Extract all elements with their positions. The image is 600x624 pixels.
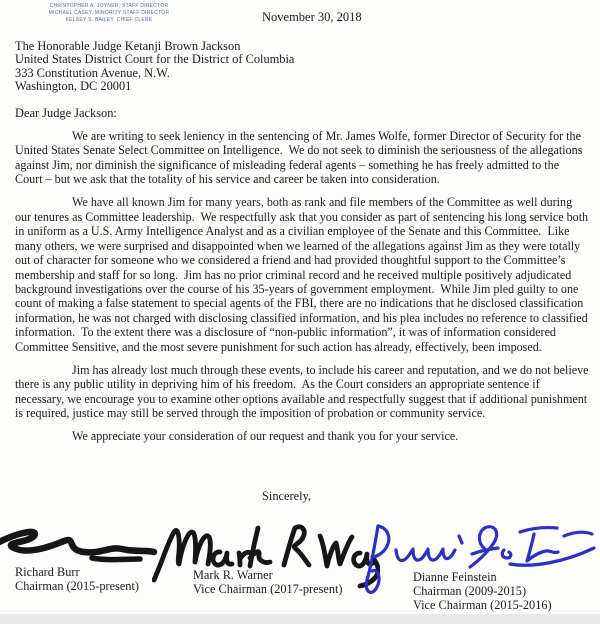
signatory-title: Chairman (2015-present) bbox=[15, 578, 139, 593]
letter-body bbox=[15, 129, 592, 452]
recipient-address-line: 333 Constitution Avenue, N.W. bbox=[15, 65, 170, 80]
recipient-address-line: United States District Court for the District of Columbia bbox=[15, 52, 295, 67]
letterhead-staff-line: MICHAEL CASEY, MINORITY STAFF DIRECTOR bbox=[48, 10, 170, 17]
body-paragraph-3: Jim has already lost much through these events, to include his career and reputation, and we do not believe there is any public utility in depriving him of his freedom. As the Court considers an appropriate sentence if necessary, we encourage you to examine other options available and respectfully suggest that if additional punishment is required, justice may still be served through the imposition of probation or community service. bbox=[15, 362, 592, 421]
recipient-address-line: The Honorable Judge Ketanji Brown Jackson bbox=[15, 39, 241, 53]
body-paragraph-1: We are writing to seek leniency in the sentencing of Mr. James Wolfe, former Director of Security for the United States Senate Select Committee on Intelligence. We do not seek to diminish the seriousness of the allegations against Jim, nor diminish the significance of misleading federal agents – something he has freely admitted to the Court – but we ask that the totality of his service and career be taken into consideration. bbox=[15, 129, 586, 187]
salutation: Dear Judge Jackson: bbox=[15, 106, 117, 120]
recipient-address bbox=[15, 40, 294, 93]
letterhead-staff-line: CHRISTOPHER A. JOYNER, STAFF DIRECTOR bbox=[49, 3, 169, 9]
recipient-address-line: Washington, DC 20001 bbox=[15, 78, 132, 93]
signatory-feinstein bbox=[413, 571, 552, 613]
closing-sincerely: Sincerely, bbox=[262, 489, 312, 503]
page-bottom-edge bbox=[0, 614, 600, 624]
signatory-title: Chairman (2009-2015) bbox=[413, 583, 527, 598]
body-paragraph-2: We have all known Jim for many years, both as rank and file members of the Committee as well during our tenures as Committee leadership. We respectfully ask that you consider as part of sentencing his long service both in uniform as a U.S. Army Intelligence Analyst and as a civilian employee of the Senate and this Committee. Like many others, we were surprised and disappointed when we learned of the allegations against Jim as they were totally out of character for someone who we considered a friend and had provided thoughtful support to the Committee’s membership and staff for so long. Jim has no prior criminal record and he received multiple positively adjudicated background investigations over the course of his 35-years of government employment. While Jim pled guilty to one count of making a false statement to special agents of the FBI, there are no indications that he disclosed classification information, he was not charged with disclosing classified information, and his plea includes no reference to classified information. To the extent there was a disclosure of “non-public information”, it was of information considered Committee Sensitive, and the most severe punishment for such action has already, effectively, been imposed. bbox=[15, 195, 592, 354]
body-paragraph-closing: We appreciate your consideration of our request and thank you for your service. bbox=[72, 429, 459, 444]
letterhead-staff-line: KELSEY S. BAILEY, CHIEF CLERK bbox=[65, 17, 153, 24]
signatory-burr bbox=[15, 566, 139, 594]
signatory-title: Vice Chairman (2017-present) bbox=[193, 581, 343, 596]
signatory-name: Dianne Feinstein bbox=[413, 570, 497, 584]
letterhead-staff-block bbox=[6, 3, 212, 25]
signatory-name: Mark R. Warner bbox=[193, 568, 273, 582]
letter-date: November 30, 2018 bbox=[262, 10, 362, 24]
signatory-title: Vice Chairman (2015-2016) bbox=[413, 597, 552, 612]
signatory-name: Richard Burr bbox=[15, 565, 80, 579]
signatory-warner bbox=[193, 569, 343, 597]
